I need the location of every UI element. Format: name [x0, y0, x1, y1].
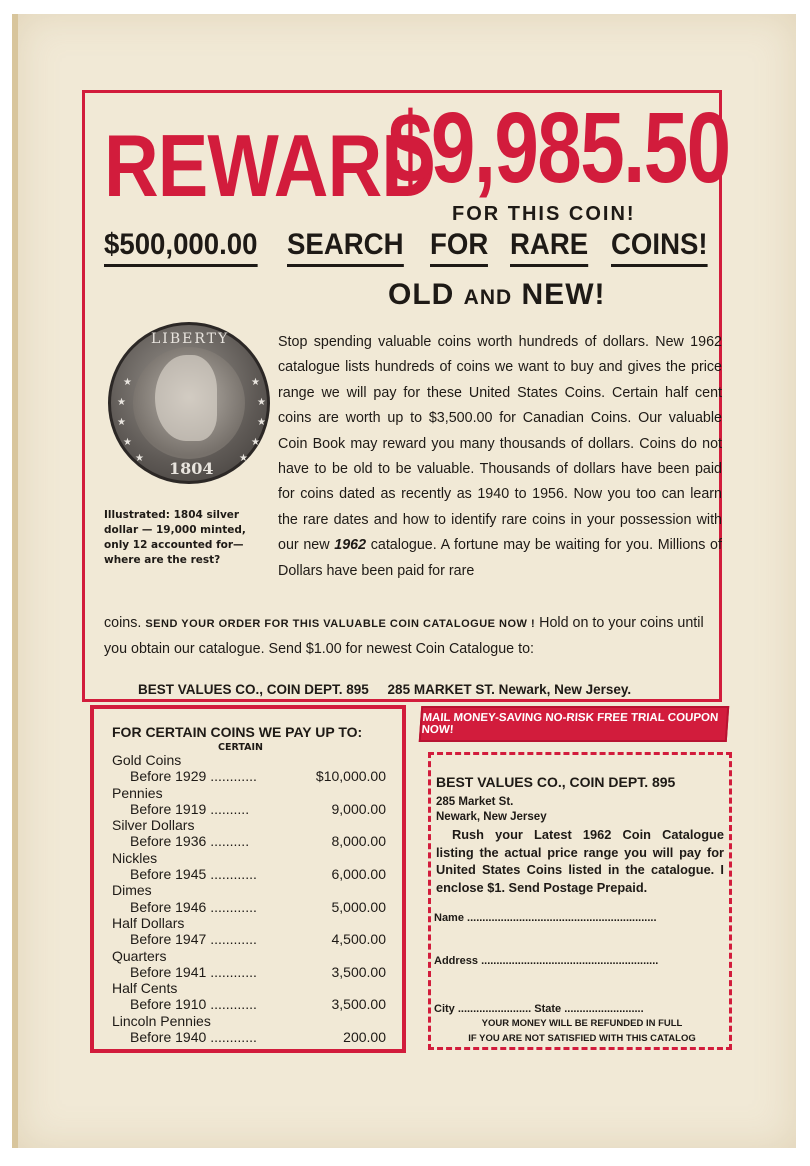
search-word: FOR — [430, 228, 488, 267]
coin-type: Dimes — [112, 882, 152, 899]
coin-type: Half Cents — [112, 980, 178, 997]
price-value: 3,500.00 — [331, 996, 386, 1013]
price-row: Before 1941 ............ 3,500.00 — [130, 963, 386, 980]
coin-type: Silver Dollars — [112, 817, 195, 834]
coin-type: Pennies — [112, 784, 163, 801]
price-value: 6,000.00 — [331, 866, 386, 883]
reward-headline: REWARD — [104, 116, 436, 215]
price-value: 8,000.00 — [331, 833, 386, 850]
price-row: Before 1947 ............ 4,500.00 — [130, 931, 386, 948]
coin-type: Half Dollars — [112, 914, 185, 931]
silver-dollar-coin-image — [108, 322, 270, 484]
price-value: 4,500.00 — [331, 931, 386, 948]
price-row: Before 1919 .......... 9,000.00 — [130, 800, 386, 817]
price-list — [112, 752, 386, 1045]
coin-type: Nickles — [112, 849, 158, 866]
star-icon: ★ — [251, 377, 260, 388]
star-icon: ★ — [123, 437, 132, 448]
price-list-heading: FOR CERTAIN COINS WE PAY UP TO: — [112, 724, 363, 740]
address-field[interactable]: Address .......................................................... — [434, 955, 659, 967]
price-row: Before 1946 ............ 5,000.00 — [130, 898, 386, 915]
search-word: $500,000.00 — [104, 228, 257, 267]
star-icon: ★ — [123, 377, 132, 388]
coin-year: 1804 — [169, 459, 214, 478]
coupon-banner: MAIL MONEY-SAVING NO-RISK FREE TRIAL COUPON NOW! — [419, 706, 730, 742]
search-word: SEARCH — [287, 228, 404, 267]
star-icon: ★ — [135, 453, 144, 464]
coin-type: Lincoln Pennies — [112, 1012, 211, 1029]
order-now-callout: SEND YOUR ORDER FOR THIS VALUABLE COIN CATALOGUE NOW ! — [145, 618, 536, 630]
coupon-body: Rush your Latest 1962 Coin Catalogue listing the actual price range you will pay for United States Coins listed in the catalogue. I enclose $1. Send Postage Prepaid. — [436, 827, 724, 895]
star-icon: ★ — [251, 437, 260, 448]
coin-caption: Illustrated: 1804 silver dollar — 19,000 minted, only 12 accounted for— where are the rest? — [104, 509, 246, 566]
star-icon: ★ — [117, 397, 126, 408]
coin-type: Gold Coins — [112, 752, 182, 768]
coin-type: Quarters — [112, 947, 167, 964]
refund-line-1: YOUR MONEY WILL BE REFUNDED IN FULL — [481, 1018, 683, 1029]
name-field[interactable]: Name .............................................................. — [434, 912, 657, 924]
coupon-street: 285 Market St. — [436, 796, 514, 808]
ad-body-continued: coins. SEND YOUR ORDER FOR THIS VALUABLE COIN CATALOGUE NOW ! Hold on to your coins until you obtain our catalogue. Send $1.00 for newest Coin Catalogue to: — [104, 615, 704, 658]
coin-legend: LIBERTY — [151, 331, 230, 347]
price-row: Before 1929 ............ $10,000.00 — [130, 768, 386, 785]
price-row: Before 1910 ............ 3,500.00 — [130, 996, 386, 1013]
coupon-title: BEST VALUES CO., COIN DEPT. 895 — [436, 774, 676, 790]
search-word: COINS! — [611, 228, 708, 267]
price-row: Before 1940 ............ 200.00 — [130, 1029, 386, 1046]
for-this-coin: FOR THIS COIN! — [452, 203, 636, 225]
price-value: 5,000.00 — [331, 898, 386, 915]
price-value: $10,000.00 — [315, 768, 386, 785]
catalogue-year: 1962 — [334, 537, 367, 554]
star-icon: ★ — [239, 453, 248, 464]
refund-line-2: IF YOU ARE NOT SATISFIED WITH THIS CATALOG — [468, 1033, 696, 1044]
price-list-subheading: CERTAIN — [218, 742, 263, 753]
coupon-city: Newark, New Jersey — [436, 811, 547, 823]
star-icon: ★ — [257, 417, 266, 428]
city-state-field[interactable]: City ........................ State .......................... — [434, 1003, 644, 1015]
liberty-bust-icon — [155, 355, 217, 441]
price-row: Before 1936 .......... 8,000.00 — [130, 833, 386, 850]
price-row: Before 1945 ............ 6,000.00 — [130, 866, 386, 883]
ad-body-text: Stop spending valuable coins worth hundreds of dollars. New 1962 catalogue lists hundreds of coins we want to buy and gives the price range we will pay for these United States Coins. Certain half cent coins are worth up to $3,500.00 for Canadian Coins. Our valuable Coin Book may reward you many thousands of dollars. Coins do not have to be old to be valuable. Thousands of dollars have been paid for coins dated as recently as 1940 to 1956. Now you too can learn the rare dates and how to identify rare coins in your possession with our new 1962 catalogue. A fortune may be waiting for you. Millions of Dollars have been paid for rare — [278, 334, 722, 579]
old-and-new: OLD AND NEW! — [388, 278, 606, 311]
price-value: 9,000.00 — [331, 800, 386, 817]
search-headline — [104, 228, 716, 267]
star-icon: ★ — [117, 417, 126, 428]
price-value: 3,500.00 — [331, 963, 386, 980]
search-word: RARE — [510, 228, 588, 267]
price-value: 200.00 — [343, 1029, 386, 1046]
reward-amount: $9,985.50 — [388, 92, 730, 204]
mailing-address: BEST VALUES CO., COIN DEPT. 895 285 MARKET ST. Newark, New Jersey. — [138, 682, 632, 697]
star-icon: ★ — [257, 397, 266, 408]
